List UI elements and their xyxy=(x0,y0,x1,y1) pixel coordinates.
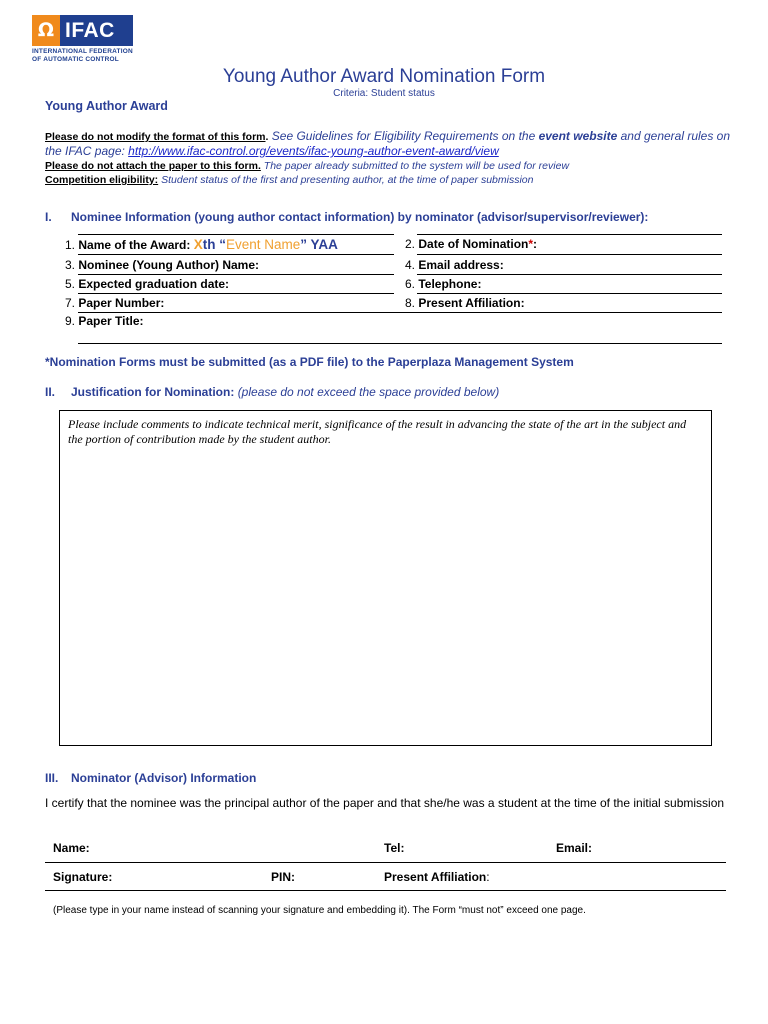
nominator-affiliation-field[interactable] xyxy=(384,870,490,884)
logo-brand: IFAC xyxy=(65,19,115,42)
award-event-name: Event Name xyxy=(226,237,301,252)
award-ordinal-suffix: th “ xyxy=(202,237,226,252)
page-title: Young Author Award Nomination Form xyxy=(222,66,546,87)
nominator-pin-field[interactable]: PIN: xyxy=(271,870,295,884)
format-rule-bold: Please do not modify the format of this form xyxy=(45,131,266,143)
rule-line xyxy=(78,343,722,344)
nominator-signature-field[interactable]: Signature: xyxy=(53,870,113,884)
rule-line xyxy=(78,293,394,294)
field-number: 4. xyxy=(405,258,416,272)
nominator-email-field[interactable]: Email: xyxy=(556,841,593,855)
section3-title: Nominator (Advisor) Information xyxy=(71,771,257,785)
eligibility-rule-note: Student status of the first and presenting author, at the time of paper submission xyxy=(158,174,534,186)
field-nomination-date[interactable] xyxy=(405,237,537,252)
field-award-name[interactable] xyxy=(65,237,338,253)
field-label: Expected graduation date: xyxy=(78,277,230,291)
section1-number: I. xyxy=(45,210,52,224)
field-label: Present Affiliation: xyxy=(418,296,525,310)
field-email[interactable] xyxy=(405,258,504,273)
section3-heading xyxy=(45,771,256,785)
logo-subtitle-line2: OF AUTOMATIC CONTROL xyxy=(32,56,119,63)
attach-rule-bold: Please do not attach the paper to this form. xyxy=(45,160,261,172)
affiliation-label: Present Affiliation xyxy=(384,870,487,884)
field-graduation-date[interactable] xyxy=(65,277,229,292)
field-number: 8. xyxy=(405,296,416,310)
format-rule-period: . xyxy=(265,131,269,143)
field-paper-title[interactable] xyxy=(65,314,144,329)
logo-subtitle xyxy=(32,48,133,64)
award-ordinal: X xyxy=(193,237,203,252)
ifac-page-link[interactable]: http://www.ifac-control.org/events/ifac-young-author-event-award/view xyxy=(128,144,499,158)
justification-placeholder: Please include comments to indicate technical merit, significance of the result in advancing the state of the art in the subject and the portion of contribution made by the student author. xyxy=(68,417,687,446)
field-label: Email address: xyxy=(418,258,504,272)
rule-line xyxy=(78,312,722,313)
eligibility-rule-bold: Competition eligibility: xyxy=(45,174,159,186)
attach-rule-note: The paper already submitted to the system will be used for review xyxy=(260,160,570,172)
nominator-name-field[interactable]: Name: xyxy=(53,841,90,855)
field-nominee-name[interactable] xyxy=(65,258,259,273)
section1-title: Nominee Information (young author contact information) by nominator (advisor/supervisor/reviewer): xyxy=(71,210,649,224)
omega-icon: Ω xyxy=(37,19,55,41)
field-number: 1. xyxy=(65,238,76,252)
section2-note: (please do not exceed the space provided below) xyxy=(237,385,500,399)
event-website-link[interactable]: event website xyxy=(538,129,618,143)
rule-line xyxy=(78,254,394,255)
section2-title: Justification for Nomination: xyxy=(71,385,235,399)
rule-line xyxy=(417,234,722,235)
field-number: 3. xyxy=(65,258,76,272)
field-label: Paper Title: xyxy=(78,314,144,328)
field-affiliation[interactable] xyxy=(405,296,525,311)
field-number: 9. xyxy=(65,314,76,328)
rule-line xyxy=(417,293,722,294)
nominator-tel-field[interactable]: Tel: xyxy=(384,841,405,855)
field-number: 5. xyxy=(65,277,76,291)
guidelines-text: See Guidelines for Eligibility Requirements on the xyxy=(268,129,539,143)
rule-line xyxy=(417,254,722,255)
attach-rule xyxy=(45,159,735,173)
footnote: (Please type in your name instead of scanning your signature and embedding it). The Form “must not” exceed one page. xyxy=(53,905,586,916)
field-telephone[interactable] xyxy=(405,277,481,292)
section3-number: III. xyxy=(45,771,59,785)
justification-textbox[interactable] xyxy=(59,410,712,746)
field-number: 6. xyxy=(405,277,416,291)
logo-subtitle-line1: INTERNATIONAL FEDERATION xyxy=(32,48,133,55)
field-label: Date of Nomination xyxy=(418,237,529,251)
field-paper-number[interactable] xyxy=(65,296,164,311)
criteria-subtitle: Criteria: Student status xyxy=(333,88,435,99)
affiliation-colon: : xyxy=(486,870,490,884)
rule-line xyxy=(45,890,726,891)
field-label: Telephone: xyxy=(418,277,482,291)
rule-line xyxy=(417,274,722,275)
field-colon: : xyxy=(533,237,538,251)
field-label: Paper Number: xyxy=(78,296,165,310)
certification-text: I certify that the nominee was the principal author of the paper and that she/he was a student at the time of the initial submission xyxy=(45,796,725,810)
award-heading: Young Author Award xyxy=(45,99,168,113)
submission-note: *Nomination Forms must be submitted (as a PDF file) to the Paperplaza Management System xyxy=(45,355,574,369)
field-number: 2. xyxy=(405,237,416,251)
guidelines-text-post: and general rules on the IFAC page: xyxy=(45,129,731,158)
format-rule xyxy=(45,129,735,159)
field-label: Nominee (Young Author) Name: xyxy=(78,258,260,272)
ifac-logo xyxy=(32,15,134,65)
rules-block xyxy=(45,129,735,187)
rule-line xyxy=(78,234,394,235)
rule-line xyxy=(78,274,394,275)
section2-number: II. xyxy=(45,385,56,399)
field-label: Name of the Award: xyxy=(78,238,191,252)
field-number: 7. xyxy=(65,296,76,310)
eligibility-rule xyxy=(45,173,735,187)
section2-heading xyxy=(45,385,499,399)
required-marker: * xyxy=(528,237,534,251)
section1-heading xyxy=(45,210,648,224)
award-suffix: ” YAA xyxy=(300,237,338,252)
rule-line xyxy=(45,862,726,863)
